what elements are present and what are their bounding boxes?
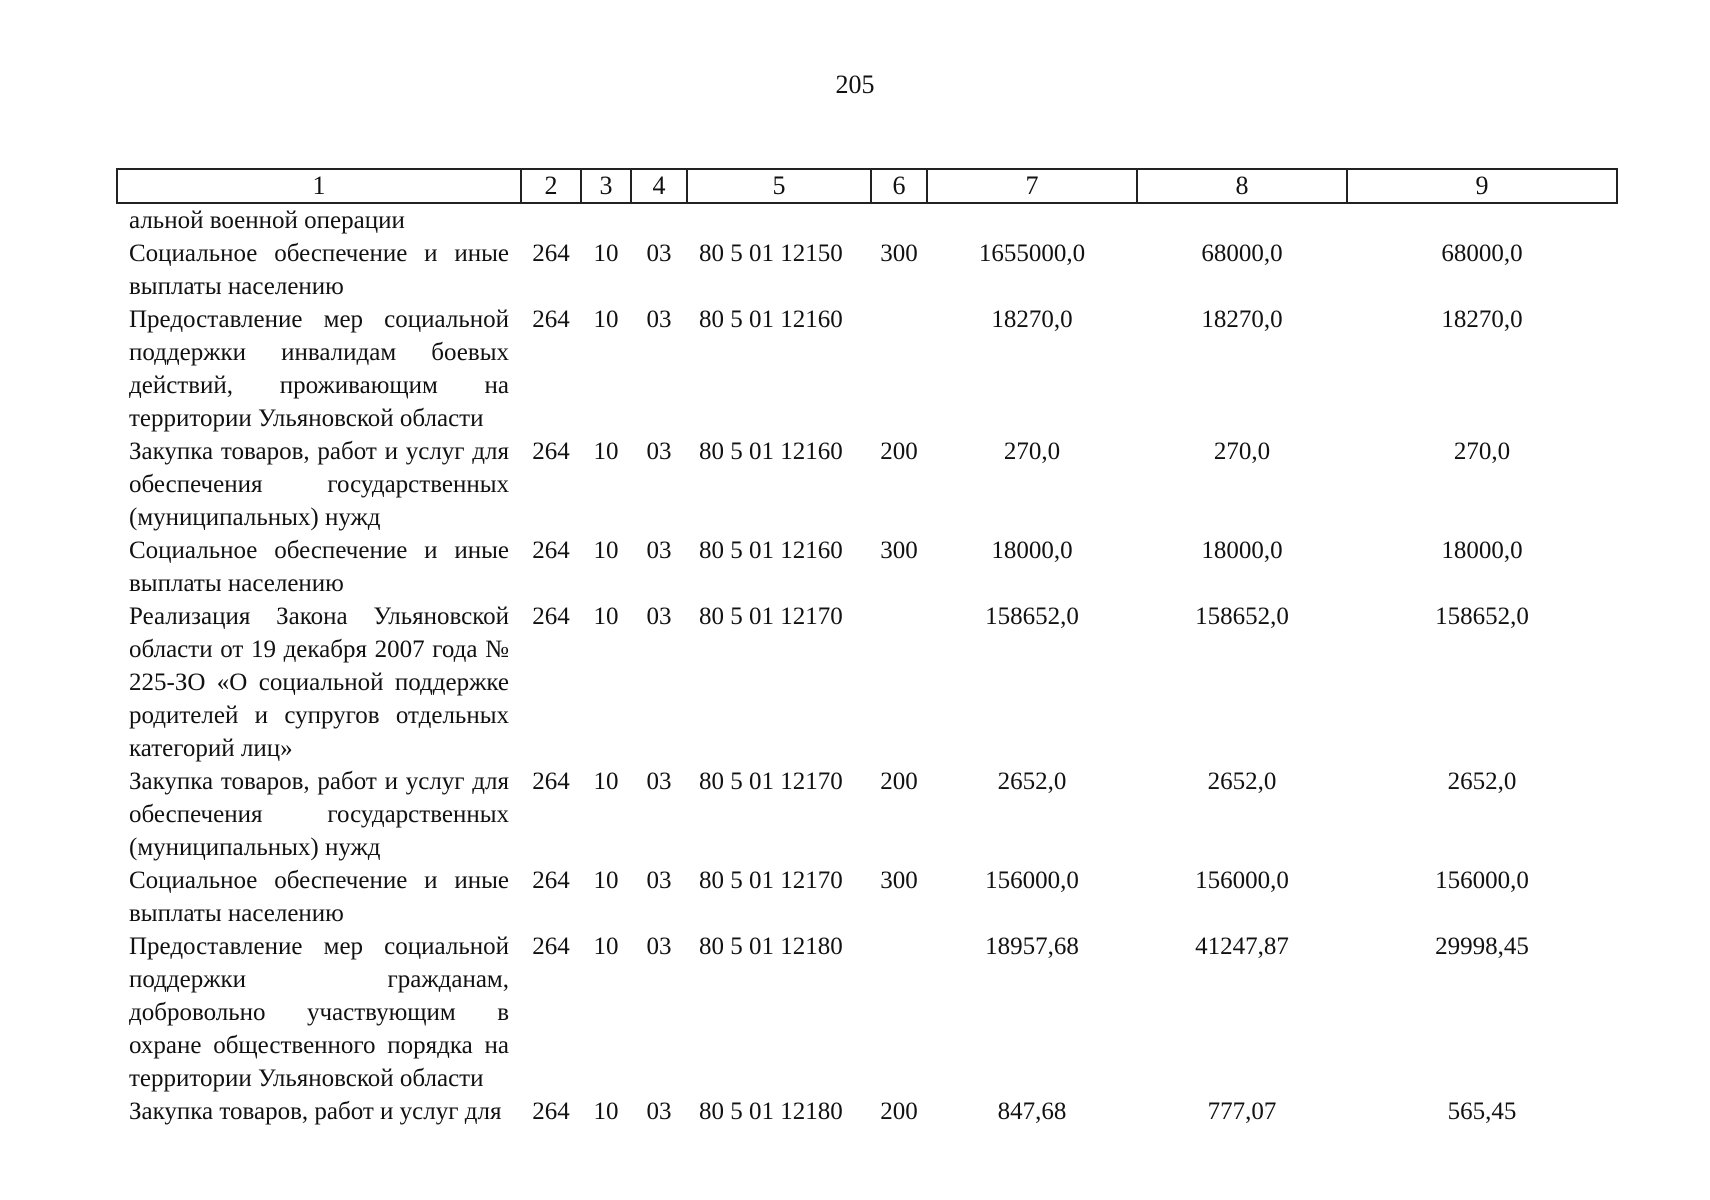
table-row (117, 1095, 1617, 1128)
column-header-7: 7 (927, 169, 1137, 203)
row-col-6: 200 (880, 438, 918, 465)
row-col-4: 03 (646, 603, 672, 630)
budget-table (116, 168, 1618, 1128)
row-col-7: 18270,0 (991, 306, 1073, 333)
row-col-3: 10 (593, 768, 619, 795)
row-col-2 (521, 203, 581, 237)
row-col-9: 68000,0 (1441, 240, 1523, 267)
column-header-9: 9 (1347, 169, 1617, 203)
row-col-9: 18000,0 (1441, 537, 1523, 564)
row-col-4: 03 (646, 1098, 672, 1125)
table-row (117, 930, 1617, 1095)
row-col-3: 10 (593, 1098, 619, 1125)
column-header-4: 4 (631, 169, 687, 203)
row-col-7: 270,0 (1003, 438, 1061, 465)
row-col-7: 18957,68 (985, 933, 1079, 960)
row-col-9: 18270,0 (1441, 306, 1523, 333)
row-description: Закупка товаров, работ и услуг для обеспечения государственных (муниципальных) нужд (129, 438, 509, 531)
row-col-8: 41247,87 (1195, 933, 1289, 960)
row-col-2: 264 (532, 603, 570, 630)
row-col-8: 158652,0 (1195, 603, 1289, 630)
row-col-6 (871, 930, 927, 1095)
row-col-5: 80 5 01 12180 (699, 1098, 843, 1125)
row-col-6: 200 (880, 1098, 918, 1125)
row-description: Закупка товаров, работ и услуг для обеспечения государственных (муниципальных) нужд (129, 768, 509, 861)
row-col-9: 2652,0 (1447, 768, 1517, 795)
column-header-5: 5 (687, 169, 871, 203)
row-col-2: 264 (532, 867, 570, 894)
row-description: Социальное обеспечение и иные выплаты населению (129, 867, 509, 927)
row-col-6: 200 (880, 768, 918, 795)
row-description: Предоставление мер социальной поддержки инвалидам боевых действий, проживающим на территории Ульяновской области (129, 306, 509, 432)
row-col-2: 264 (532, 768, 570, 795)
table-row (117, 864, 1617, 930)
row-col-5: 80 5 01 12170 (699, 867, 843, 894)
column-header-2: 2 (521, 169, 581, 203)
row-col-9: 270,0 (1453, 438, 1511, 465)
row-col-7: 1655000,0 (978, 240, 1086, 267)
row-col-3 (581, 203, 631, 237)
row-col-9 (1347, 203, 1617, 237)
row-col-8: 777,07 (1207, 1098, 1277, 1125)
column-header-1: 1 (117, 169, 521, 203)
header-row (117, 169, 1617, 203)
column-header-6: 6 (871, 169, 927, 203)
row-col-4 (631, 203, 687, 237)
row-col-5: 80 5 01 12160 (699, 306, 843, 333)
row-description: Предоставление мер социальной поддержки гражданам, добровольно участвующим в охране общественного порядка на территории Ульяновской области (129, 933, 509, 1092)
row-col-7: 847,68 (997, 1098, 1067, 1125)
row-col-5: 80 5 01 12170 (699, 603, 843, 630)
row-description: Социальное обеспечение и иные выплаты населению (129, 537, 509, 597)
row-col-2: 264 (532, 933, 570, 960)
row-description: Закупка товаров, работ и услуг для (129, 1098, 502, 1125)
row-col-5: 80 5 01 12170 (699, 768, 843, 795)
row-col-4: 03 (646, 438, 672, 465)
row-col-4: 03 (646, 768, 672, 795)
row-col-4: 03 (646, 306, 672, 333)
row-col-6 (871, 303, 927, 435)
row-col-2: 264 (532, 438, 570, 465)
row-col-6 (871, 600, 927, 765)
row-col-3: 10 (593, 537, 619, 564)
row-col-8: 270,0 (1213, 438, 1271, 465)
row-col-5: 80 5 01 12160 (699, 537, 843, 564)
row-col-9: 29998,45 (1435, 933, 1529, 960)
row-col-2: 264 (532, 1098, 570, 1125)
row-col-7: 156000,0 (985, 867, 1079, 894)
row-col-3: 10 (593, 306, 619, 333)
row-col-8: 18270,0 (1201, 306, 1283, 333)
row-description: Реализация Закона Ульяновской области от 19 декабря 2007 года № 225-ЗО «О социальной поддержке родителей и супругов отдельных категорий лиц» (129, 603, 509, 762)
table-row (117, 203, 1617, 237)
table-row (117, 600, 1617, 765)
row-col-2: 264 (532, 240, 570, 267)
column-header-8: 8 (1137, 169, 1347, 203)
table-row (117, 303, 1617, 435)
row-col-7: 18000,0 (991, 537, 1073, 564)
row-col-2: 264 (532, 306, 570, 333)
row-col-3: 10 (593, 867, 619, 894)
row-description: Социальное обеспечение и иные выплаты населению (129, 240, 509, 300)
row-col-7 (927, 203, 1137, 237)
row-description: альной военной операции (129, 207, 405, 234)
table-row (117, 534, 1617, 600)
row-col-4: 03 (646, 933, 672, 960)
row-col-6 (871, 203, 927, 237)
row-col-3: 10 (593, 933, 619, 960)
row-col-5: 80 5 01 12160 (699, 438, 843, 465)
row-col-8: 18000,0 (1201, 537, 1283, 564)
row-col-5: 80 5 01 12180 (699, 933, 843, 960)
row-col-9: 565,45 (1447, 1098, 1517, 1125)
row-col-2: 264 (532, 537, 570, 564)
row-col-8: 156000,0 (1195, 867, 1289, 894)
row-col-6: 300 (880, 240, 918, 267)
row-col-3: 10 (593, 438, 619, 465)
table-body (117, 203, 1617, 1128)
row-col-4: 03 (646, 867, 672, 894)
row-col-8 (1137, 203, 1347, 237)
row-col-5 (687, 203, 871, 237)
table-row (117, 237, 1617, 303)
row-col-3: 10 (593, 603, 619, 630)
row-col-5: 80 5 01 12150 (699, 240, 843, 267)
row-col-3: 10 (593, 240, 619, 267)
row-col-4: 03 (646, 240, 672, 267)
row-col-8: 68000,0 (1201, 240, 1283, 267)
row-col-7: 2652,0 (997, 768, 1067, 795)
table-row (117, 765, 1617, 864)
table-row (117, 435, 1617, 534)
row-col-6: 300 (880, 867, 918, 894)
column-header-3: 3 (581, 169, 631, 203)
page-number: 205 (835, 70, 875, 99)
row-col-9: 156000,0 (1435, 867, 1529, 894)
row-col-8: 2652,0 (1207, 768, 1277, 795)
row-col-4: 03 (646, 537, 672, 564)
row-col-6: 300 (880, 537, 918, 564)
row-col-9: 158652,0 (1435, 603, 1529, 630)
row-col-7: 158652,0 (985, 603, 1079, 630)
